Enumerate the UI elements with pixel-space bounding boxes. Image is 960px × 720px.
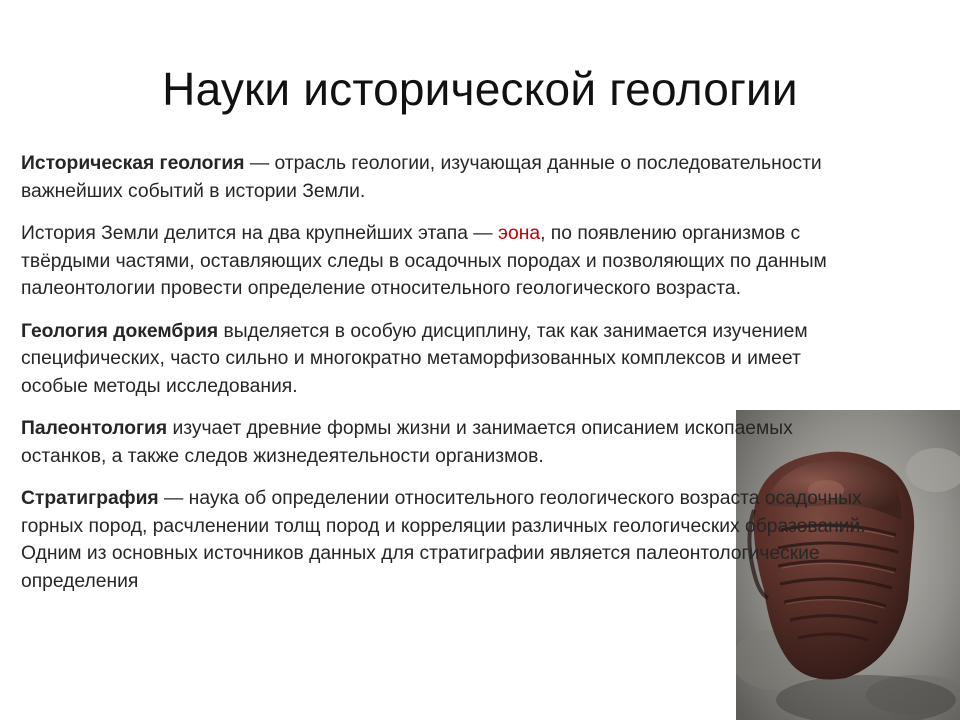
term-paleontology: Палеонтология xyxy=(21,418,168,439)
paragraph-stratigraphy xyxy=(21,485,871,595)
paragraph-text: История Земли делится на два крупнейших этапа — xyxy=(21,223,498,244)
paragraph-earth-history xyxy=(21,220,871,303)
slide-title: Науки исторической геологии xyxy=(162,63,798,115)
term-precambrian-geology: Геология докембрия xyxy=(21,320,219,342)
term-stratigraphy: Стратиграфия xyxy=(21,488,159,509)
paragraph-precambrian-geology xyxy=(21,318,871,401)
paragraph-text: — отрасль геологии, изучающая данные о последовательности важнейших событий в истории Земли. xyxy=(21,153,822,202)
paragraph-paleontology xyxy=(21,415,871,470)
slide-body xyxy=(21,150,871,610)
paragraph-text: — наука об определении относительного геологического возраста осадочных горных пород, расчленении толщ пород и корреляции различных геологических образований. Одним из основных источников данных для стратиграфии является палеонтологические определения xyxy=(21,488,866,592)
paragraph-text: , по появлению организмов с твёрдыми частями, оставляющих следы в осадочных породах и позволяющих по данным палеонтологии провести определение относительного геологического возраста. xyxy=(21,223,827,299)
paragraph-historical-geology xyxy=(21,150,871,205)
paragraph-text: выделяется в особую дисциплину, так как занимается изучением специфических, часто сильно и многократно метаморфизованных комплексов и имеет особые методы исследования. xyxy=(21,320,808,397)
paragraph-text: изучает древние формы жизни и занимается описанием ископаемых останков, а также следов жизнедеятельности организмов. xyxy=(21,418,793,467)
eon-link[interactable]: эона xyxy=(497,223,541,244)
term-historical-geology: Историческая геология xyxy=(21,153,245,174)
